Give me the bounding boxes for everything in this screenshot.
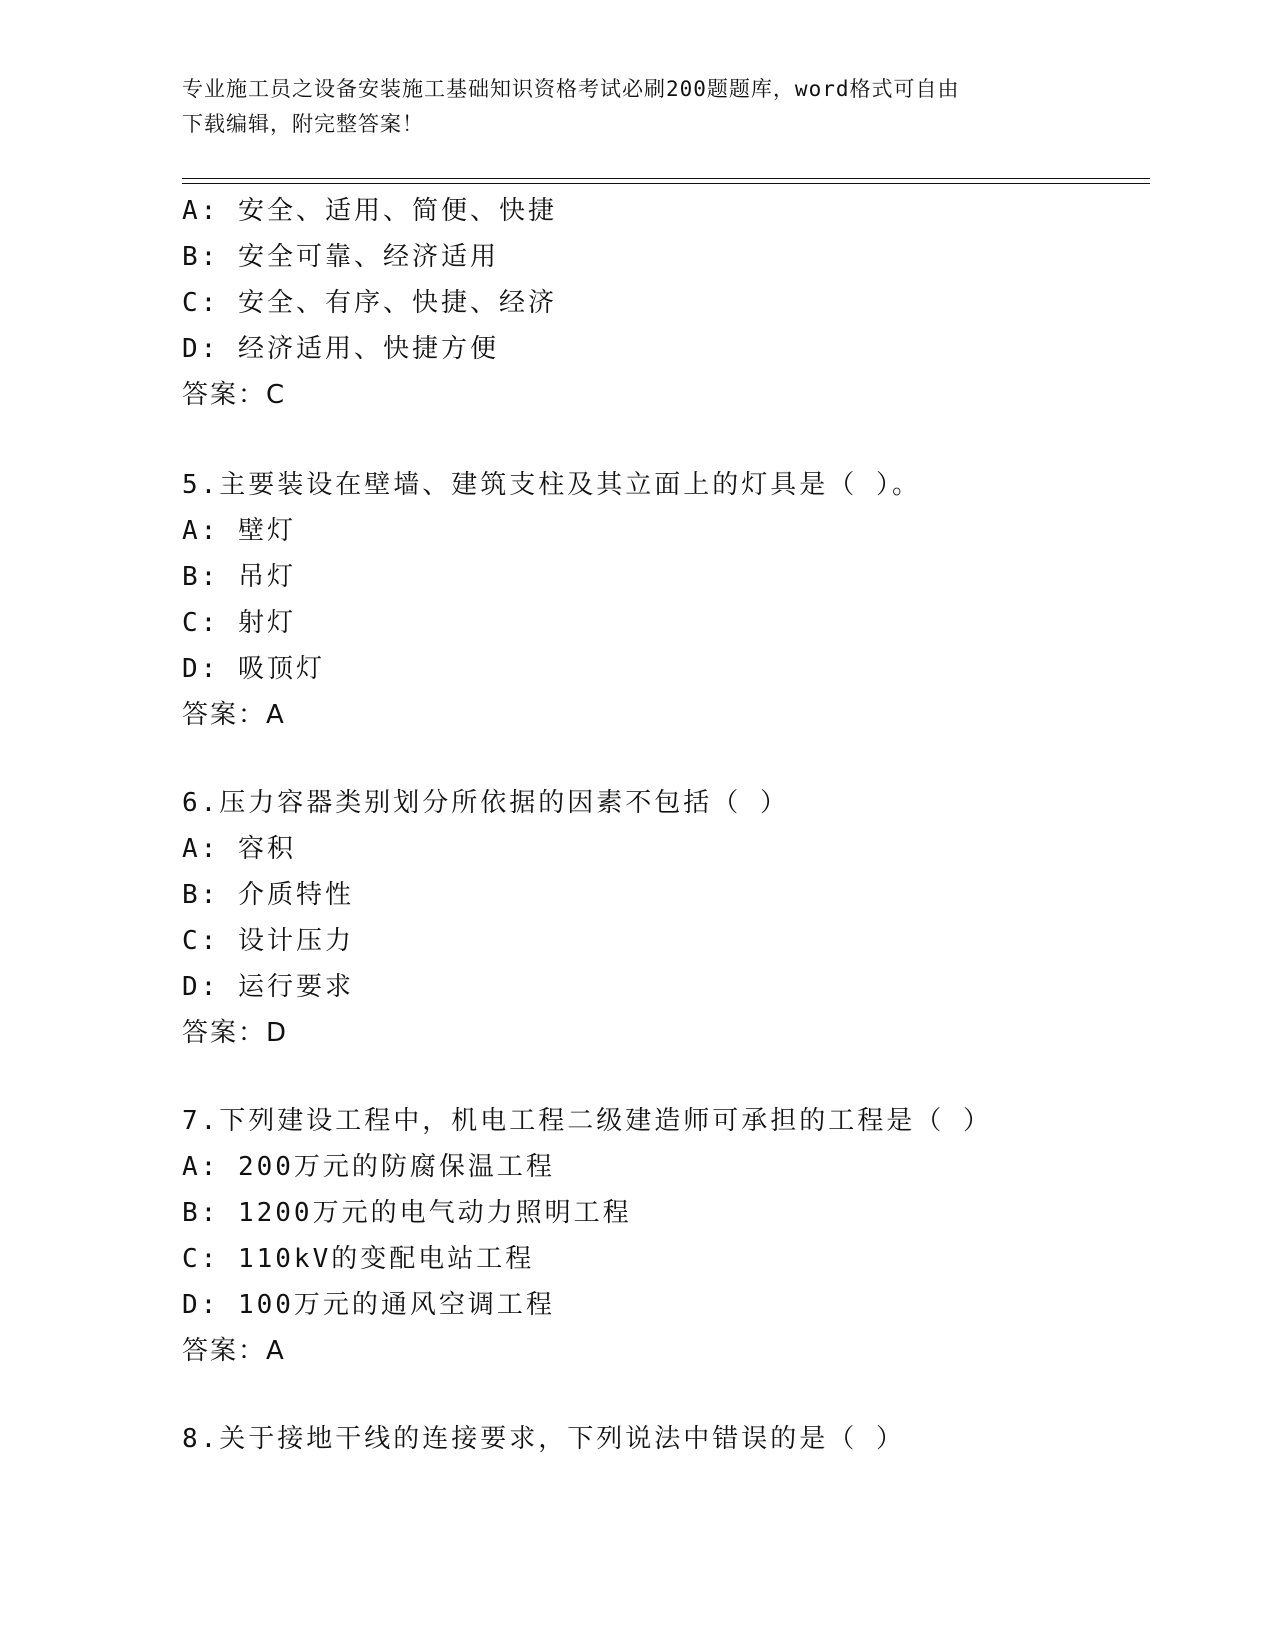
- option-d: D: 经济适用、快捷方便: [182, 334, 499, 364]
- option-c: C: 安全、有序、快捷、经济: [182, 288, 557, 318]
- option-a: A: 安全、适用、简便、快捷: [182, 196, 557, 226]
- option-a: A: 200万元的防腐保温工程: [182, 1152, 555, 1182]
- question-4: [182, 188, 1142, 418]
- answer-line: 答案：A: [182, 700, 286, 730]
- question-list: [182, 188, 1142, 1462]
- question-stem: 6.压力容器类别划分所依据的因素不包括（ ）: [182, 788, 789, 818]
- question-stem: 7.下列建设工程中，机电工程二级建造师可承担的工程是（ ）: [182, 1106, 992, 1136]
- option-a: A: 壁灯: [182, 516, 296, 546]
- answer-line: 答案：D: [182, 1018, 289, 1048]
- spacer: [182, 418, 1142, 462]
- header-line-2: 下载编辑，附完整答案！: [182, 112, 424, 136]
- question-7: [182, 1098, 1142, 1374]
- spacer: [182, 1374, 1142, 1416]
- option-b: B: 介质特性: [182, 880, 354, 910]
- option-b: B: 安全可靠、经济适用: [182, 242, 499, 272]
- option-d: D: 吸顶灯: [182, 654, 325, 684]
- option-d: D: 运行要求: [182, 972, 354, 1002]
- spacer: [182, 738, 1142, 780]
- option-c: C: 设计压力: [182, 926, 354, 956]
- option-b: B: 吊灯: [182, 562, 296, 592]
- question-8: [182, 1416, 1142, 1462]
- option-c: C: 射灯: [182, 608, 296, 638]
- option-b: B: 1200万元的电气动力照明工程: [182, 1198, 632, 1228]
- question-stem: 8.关于接地干线的连接要求，下列说法中错误的是（ ）: [182, 1424, 905, 1454]
- option-d: D: 100万元的通风空调工程: [182, 1290, 555, 1320]
- spacer: [182, 1056, 1142, 1098]
- question-5: [182, 462, 1142, 738]
- answer-line: 答案：C: [182, 380, 287, 410]
- header-line-1: 专业施工员之设备安装施工基础知识资格考试必刷200题题库，word格式可自由: [182, 77, 960, 101]
- question-stem: 5.主要装设在壁墙、建筑支柱及其立面上的灯具是（ ）。: [182, 470, 921, 500]
- option-a: A: 容积: [182, 834, 296, 864]
- header-divider-bottom: [182, 183, 1150, 184]
- document-header: [182, 72, 1062, 142]
- option-c: C: 110kV的变配电站工程: [182, 1244, 535, 1274]
- answer-line: 答案：A: [182, 1336, 286, 1366]
- header-divider-top: [182, 178, 1150, 179]
- question-6: [182, 780, 1142, 1056]
